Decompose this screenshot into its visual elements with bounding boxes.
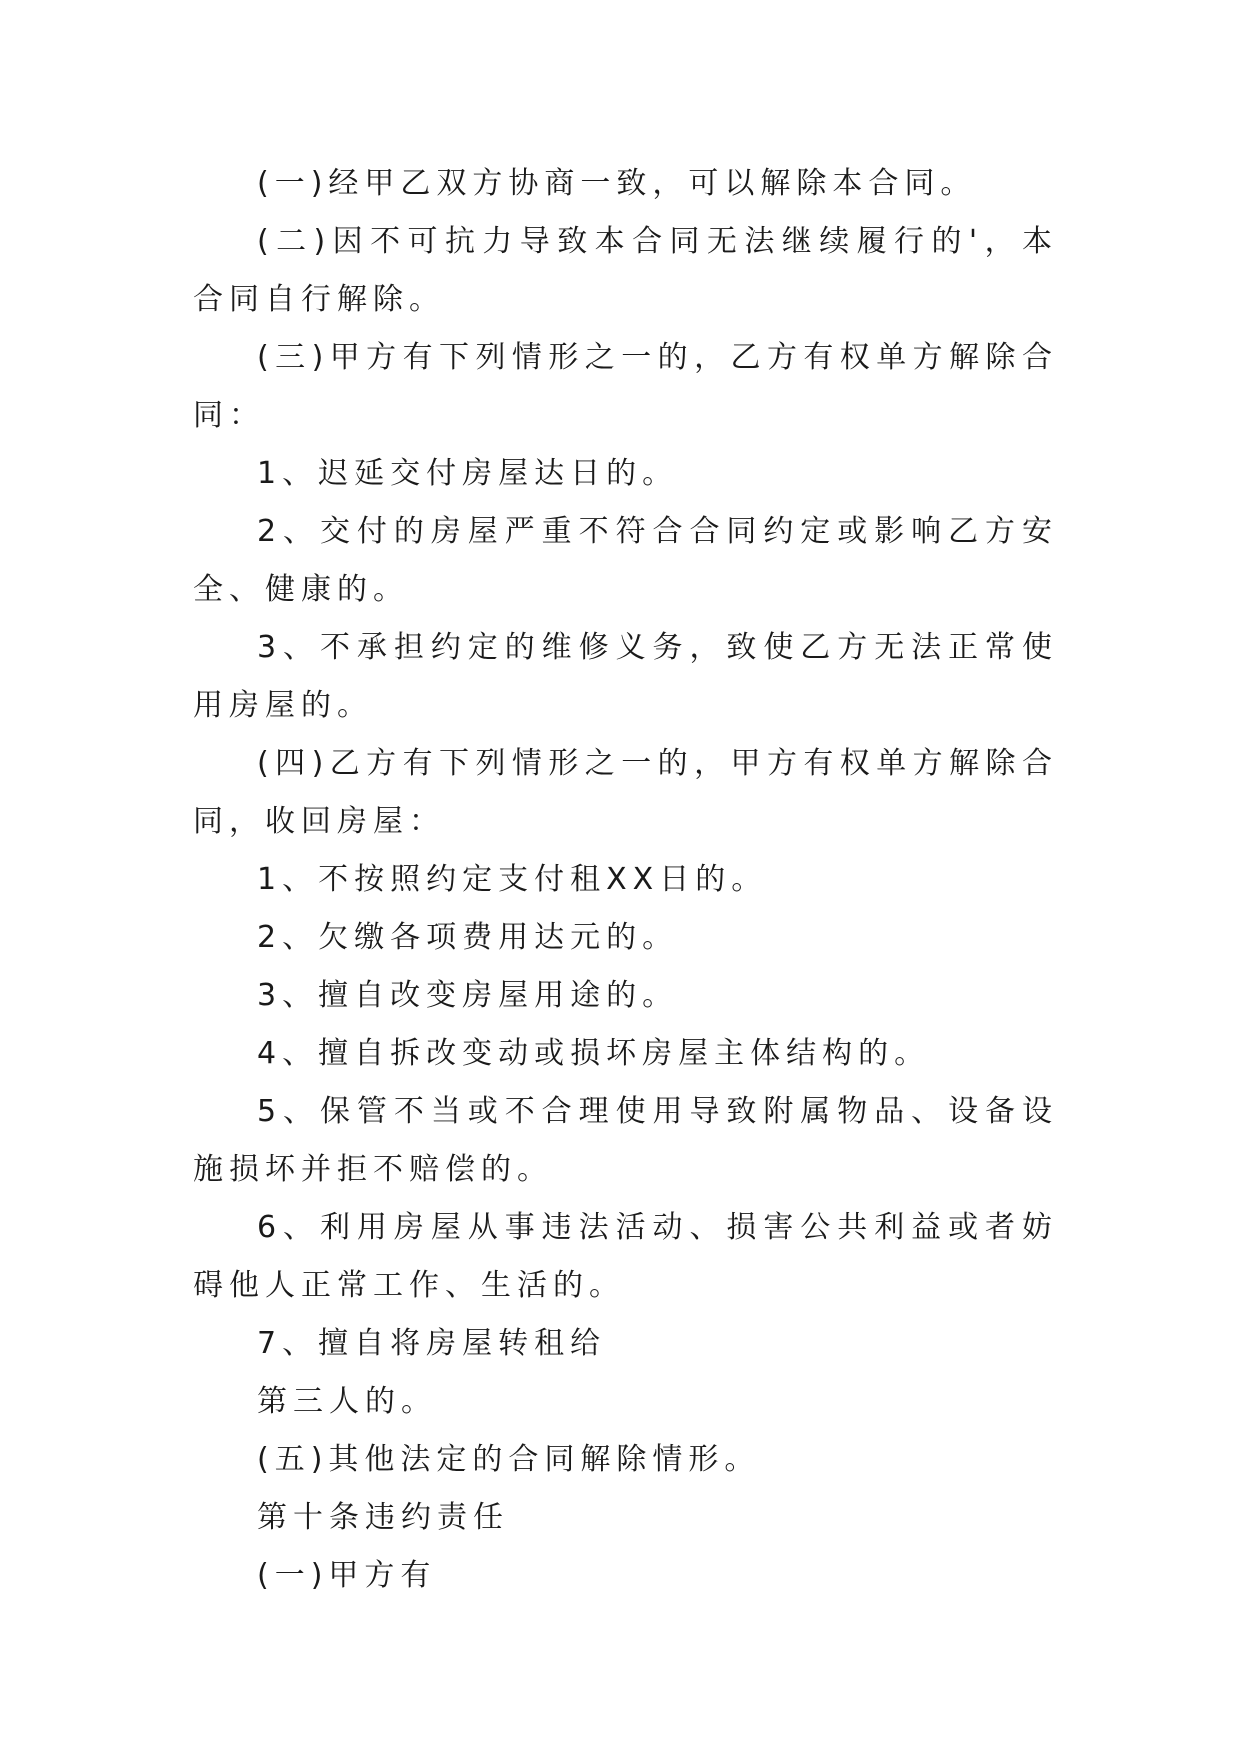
section-heading: 第十条违约责任 — [257, 1500, 509, 1535]
document-body — [193, 155, 1058, 1605]
paragraph-11: 4、擅自拆改变动或损坏房屋主体结构的。 — [257, 1036, 931, 1071]
paragraph-1: (一)经甲乙双方协商一致，可以解除本合同。 — [257, 166, 977, 201]
paragraph-6: 3、不承担约定的维修义务，致使乙方无法正常使用房屋的。 — [193, 630, 1058, 723]
paragraph-10: 3、擅自改变房屋用途的。 — [257, 978, 679, 1013]
paragraph-16: (五)其他法定的合同解除情形。 — [257, 1442, 761, 1477]
paragraph-14: 7、擅自将房屋转租给 — [257, 1326, 607, 1361]
paragraph-12: 5、保管不当或不合理使用导致附属物品、设备设施损坏并拒不赔偿的。 — [193, 1094, 1058, 1187]
paragraph-2: (二)因不可抗力导致本合同无法继续履行的'，本合同自行解除。 — [193, 224, 1058, 317]
paragraph-18: (一)甲方有 — [257, 1558, 437, 1593]
paragraph-5: 2、交付的房屋严重不符合合同约定或影响乙方安全、健康的。 — [193, 514, 1058, 607]
paragraph-8: 1、不按照约定支付租XX日的。 — [257, 862, 768, 897]
paragraph-7: (四)乙方有下列情形之一的，甲方有权单方解除合同，收回房屋： — [193, 746, 1058, 839]
paragraph-3: (三)甲方有下列情形之一的，乙方有权单方解除合同： — [193, 340, 1058, 433]
paragraph-4: 1、迟延交付房屋达日的。 — [257, 456, 679, 491]
paragraph-13: 6、利用房屋从事违法活动、损害公共利益或者妨碍他人正常工作、生活的。 — [193, 1210, 1058, 1303]
paragraph-15: 第三人的。 — [257, 1384, 437, 1419]
paragraph-9: 2、欠缴各项费用达元的。 — [257, 920, 679, 955]
